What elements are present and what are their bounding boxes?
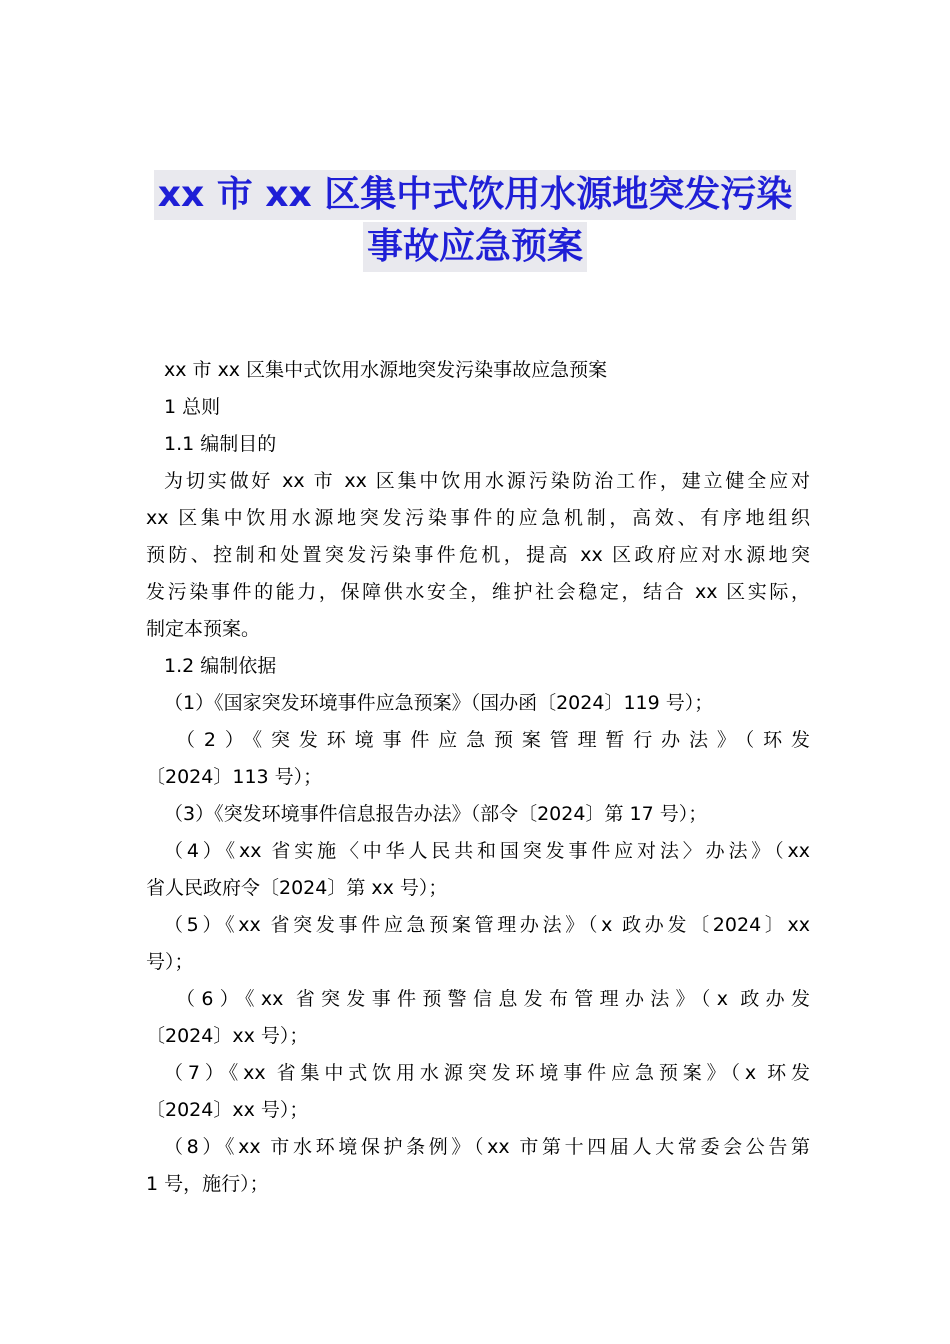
section-heading-general: 1 总则 bbox=[164, 396, 221, 418]
basis-item-8-line-1: （8）《xx 市水环境保护条例》（xx 市第十四届人大常委会公告第 bbox=[164, 1136, 810, 1158]
purpose-line-5: 制定本预案。 bbox=[146, 618, 261, 640]
document-title bbox=[0, 170, 950, 274]
purpose-line-1: 为切实做好 xx 市 xx 区集中饮用水源污染防治工作，建立健全应对 bbox=[164, 470, 810, 492]
basis-item-5-line-2: 号）； bbox=[146, 951, 194, 973]
section-heading-basis: 1.2 编制依据 bbox=[164, 655, 277, 677]
basis-item-6-line-1: （6）《xx 省突发事件预警信息发布管理办法》（x 政办发 bbox=[176, 988, 810, 1010]
basis-item-4-line-1: （4）《xx 省实施〈中华人民共和国突发事件应对法〉办法》（xx bbox=[164, 840, 810, 862]
basis-item-6-line-2: 〔2024〕xx 号）； bbox=[146, 1025, 309, 1047]
purpose-line-4: 发污染事件的能力，保障供水安全，维护社会稳定，结合 xx 区实际， bbox=[146, 581, 810, 603]
title-line-2: 事故应急预案 bbox=[363, 222, 587, 272]
basis-item-4-line-2: 省人民政府令〔2024〕第 xx 号）； bbox=[146, 877, 448, 899]
basis-item-1: （1）《国家突发环境事件应急预案》（国办函〔2024〕119 号）； bbox=[164, 692, 714, 714]
basis-item-5-line-1: （5）《xx 省突发事件应急预案管理办法》（x 政办发〔2024〕xx bbox=[164, 914, 810, 936]
subtitle-paragraph: xx 市 xx 区集中式饮用水源地突发污染事故应急预案 bbox=[164, 359, 608, 381]
basis-item-8-line-2: 1 号，施行）； bbox=[146, 1173, 269, 1195]
basis-item-2-line-2: 〔2024〕113 号）； bbox=[146, 766, 323, 788]
document-body bbox=[146, 352, 810, 1203]
basis-item-7-line-1: （7）《xx 省集中式饮用水源突发环境事件应急预案》（x 环发 bbox=[164, 1062, 810, 1084]
basis-item-7-line-2: 〔2024〕xx 号）； bbox=[146, 1099, 309, 1121]
basis-item-3: （3）《突发环境事件信息报告办法》（部令〔2024〕第 17 号）； bbox=[164, 803, 708, 825]
purpose-line-3: 预防、控制和处置突发污染事件危机，提高 xx 区政府应对水源地突 bbox=[146, 544, 810, 566]
title-line-1: xx 市 xx 区集中式饮用水源地突发污染 bbox=[154, 170, 796, 220]
section-heading-purpose: 1.1 编制目的 bbox=[164, 433, 277, 455]
basis-item-2-line-1: （2）《突发环境事件应急预案管理暂行办法》（环发 bbox=[176, 729, 810, 751]
purpose-line-2: xx 区集中饮用水源地突发污染事件的应急机制，高效、有序地组织 bbox=[146, 507, 810, 529]
